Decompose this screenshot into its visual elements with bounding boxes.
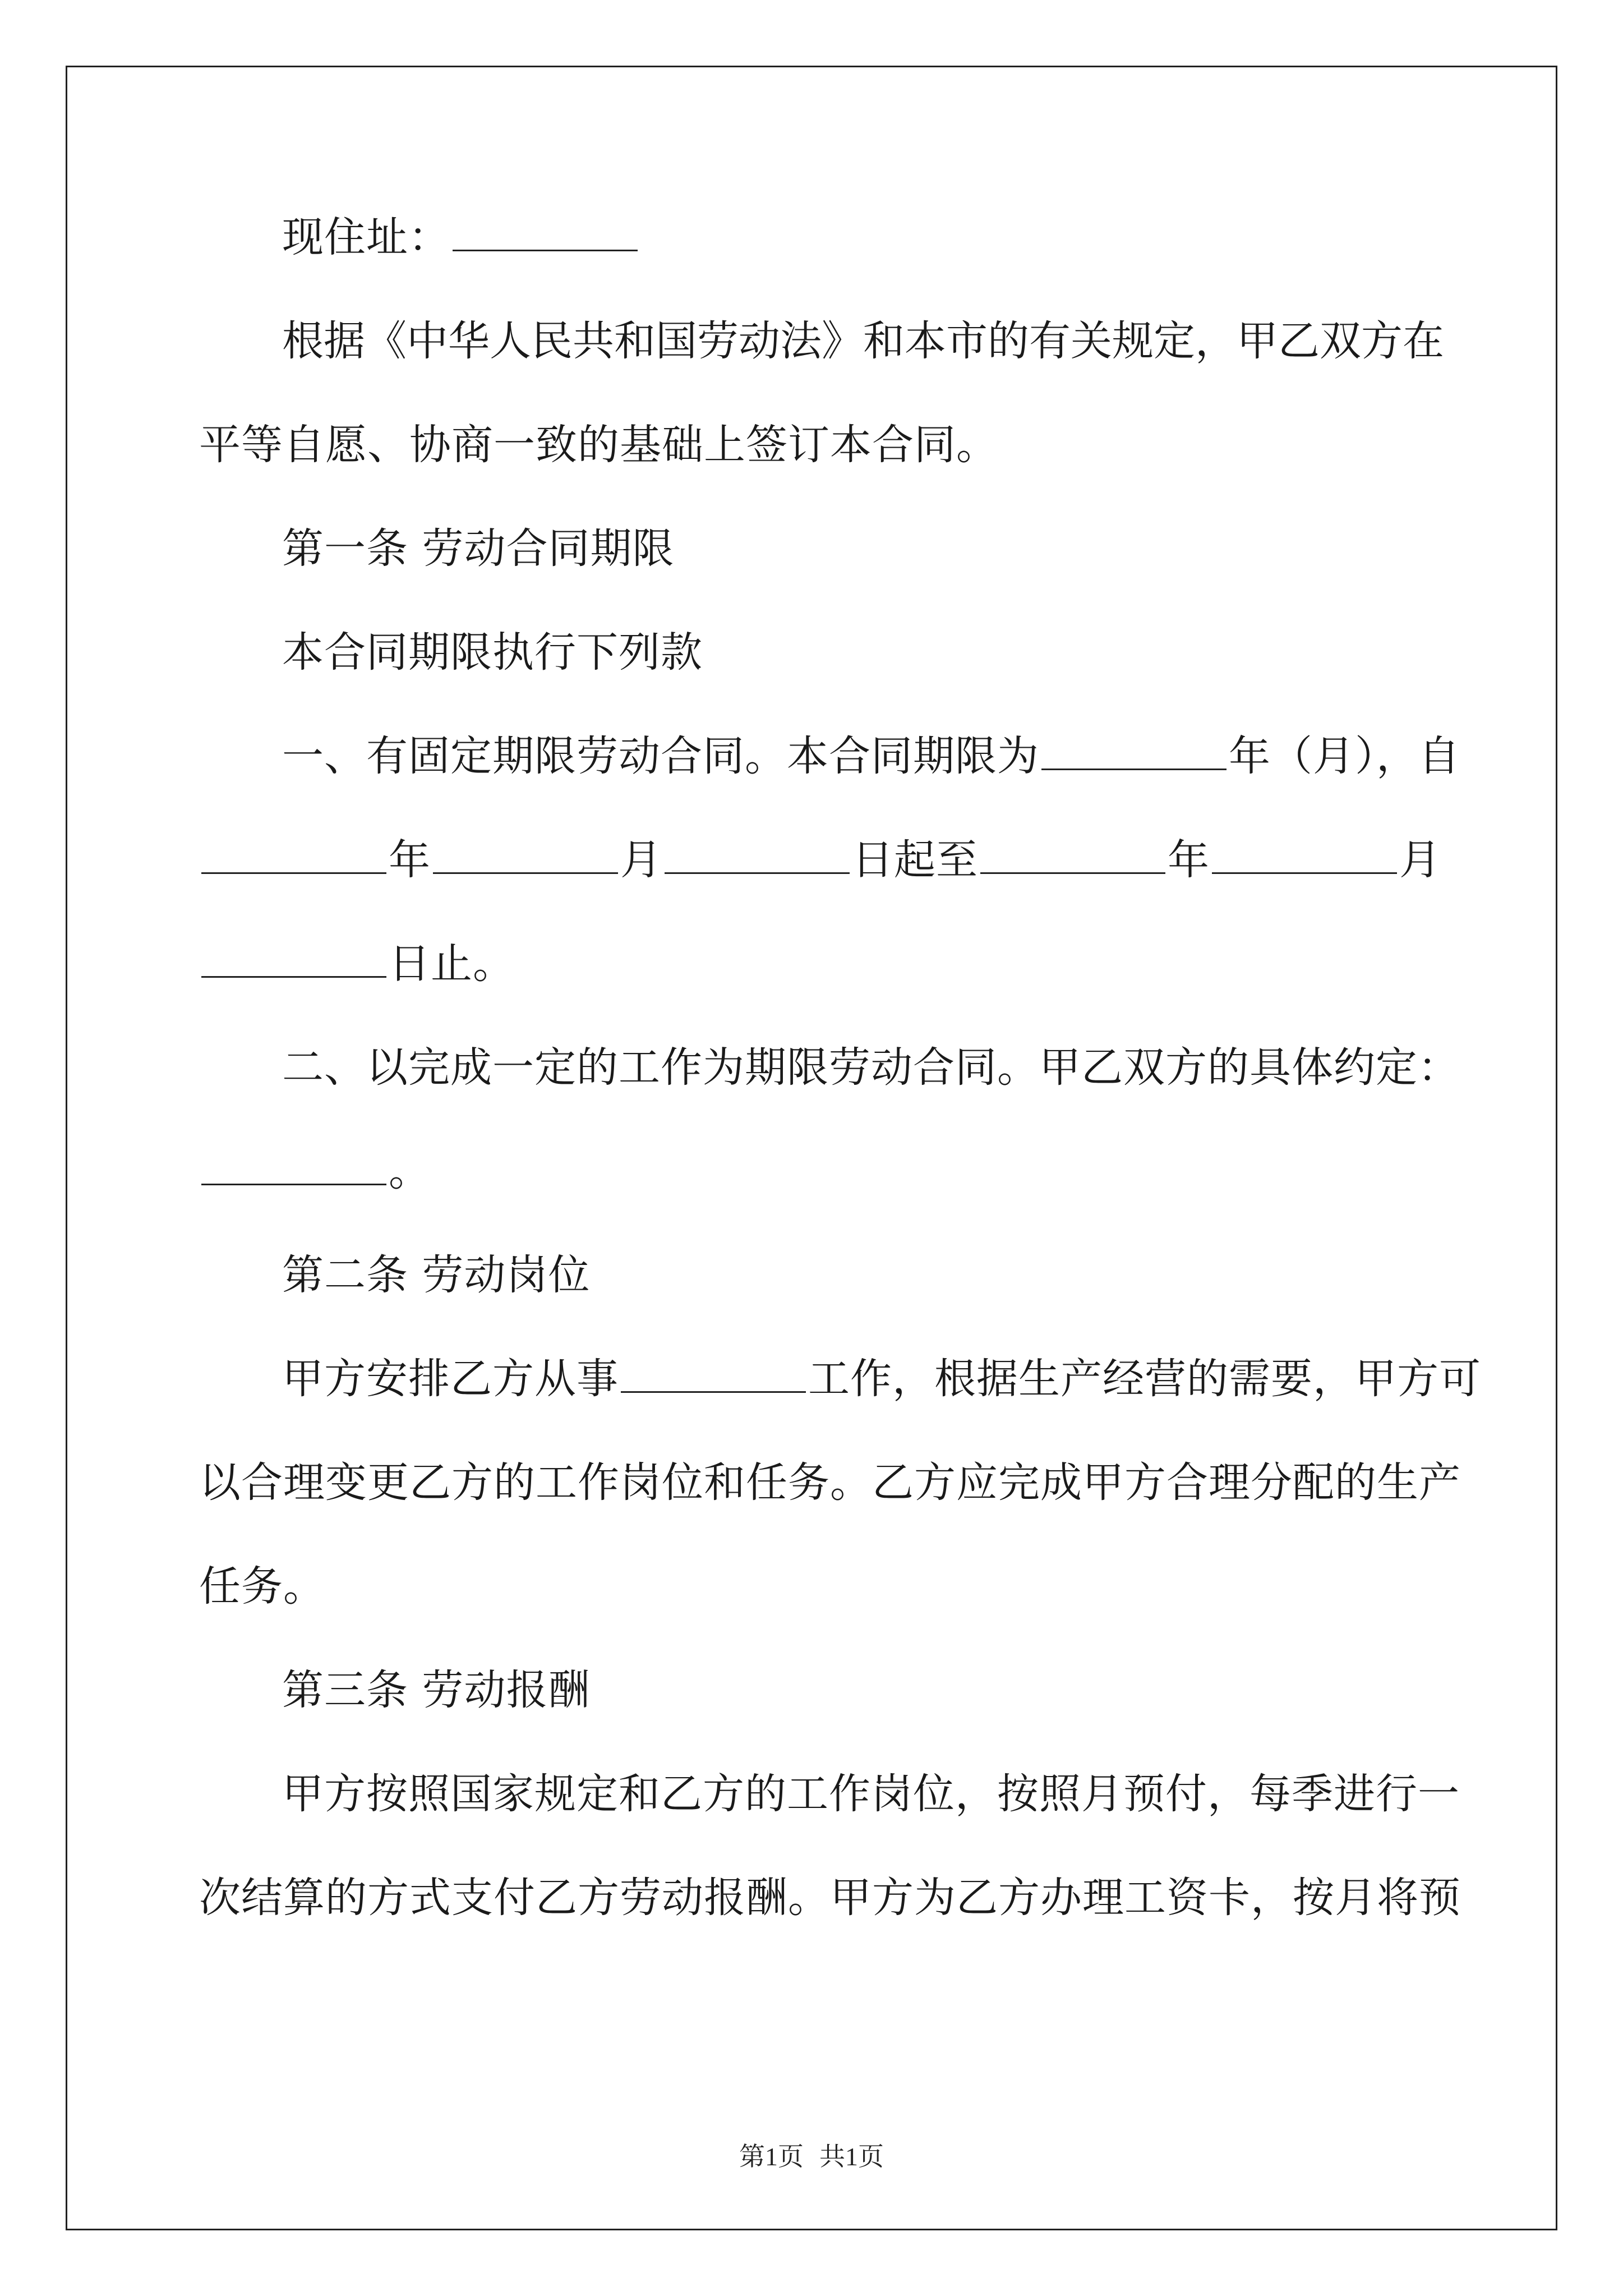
article1-title-text: 第一条 劳动合同期限 [282, 524, 675, 573]
article2-text-a: 甲方安排乙方从事 [282, 1355, 619, 1403]
article3-title [282, 1665, 591, 1715]
article2-line-3 [199, 1561, 325, 1612]
article1-lead-text: 本合同期限执行下列款 [282, 628, 703, 677]
item2-blank[interactable] [201, 1149, 386, 1185]
article2-title-text: 第二条 劳动岗位 [282, 1251, 591, 1299]
end-month-label: 月 [1399, 836, 1441, 884]
job-blank[interactable] [621, 1356, 806, 1393]
term-length-blank[interactable] [1041, 734, 1227, 770]
end-day-label: 日止。 [389, 940, 515, 988]
item2-end: 。 [389, 1147, 431, 1195]
page-number-total: 共1页 [819, 2142, 884, 2171]
page-footer [0, 2136, 1623, 2173]
article1-title [282, 523, 675, 574]
start-day-blank[interactable] [665, 838, 850, 874]
article3-line-2 [199, 1872, 1461, 1923]
article2-text-3: 任务。 [199, 1562, 325, 1611]
item1-line-3 [199, 938, 515, 989]
intro-text-2: 平等自愿、协商一致的基础上签订本合同。 [199, 421, 998, 469]
article3-text-1: 甲方按照国家规定和乙方的工作岗位，按照月预付，每季进行一 [282, 1770, 1460, 1818]
article2-line-1 [282, 1354, 1481, 1404]
start-month-blank[interactable] [433, 838, 618, 874]
end-year-label: 年 [1168, 836, 1210, 884]
page-number-current: 第1页 [739, 2142, 804, 2171]
intro-text-1: 根据《中华人民共和国劳动法》和本市的有关规定，甲乙双方在 [282, 317, 1444, 365]
article1-lead [282, 627, 703, 678]
start-day-label: 日起至 [852, 836, 978, 884]
address-blank[interactable] [453, 215, 638, 251]
item2-line-2 [199, 1146, 431, 1197]
article2-title [282, 1250, 591, 1300]
start-month-label: 月 [620, 836, 662, 884]
start-year-blank[interactable] [201, 838, 386, 874]
intro-line-1 [282, 316, 1444, 366]
item1-line-1 [282, 731, 1460, 781]
end-month-blank[interactable] [1212, 838, 1397, 874]
address-label: 现住址： [282, 213, 450, 261]
address-line [282, 212, 640, 263]
article2-text-2: 以合理变更乙方的工作岗位和任务。乙方应完成甲方合理分配的生产 [199, 1458, 1461, 1507]
item2-text: 二、以完成一定的工作为期限劳动合同。甲乙双方的具体约定： [282, 1043, 1460, 1092]
article3-text-2: 次结算的方式支付乙方劳动报酬。甲方为乙方办理工资卡，按月将预 [199, 1874, 1461, 1922]
end-day-blank[interactable] [201, 941, 386, 978]
article2-text-b: 工作，根据生产经营的需要，甲方可 [808, 1355, 1481, 1403]
item1-text-a: 一、有固定期限劳动合同。本合同期限为 [282, 732, 1039, 780]
start-year-label: 年 [389, 836, 431, 884]
article3-title-text: 第三条 劳动报酬 [282, 1666, 591, 1714]
end-year-blank[interactable] [980, 838, 1165, 874]
item1-line-2 [199, 835, 1441, 885]
item1-text-b: 年（月），自 [1229, 732, 1460, 780]
intro-line-2 [199, 420, 998, 470]
article2-line-2 [199, 1457, 1461, 1508]
item2-line-1 [282, 1042, 1460, 1093]
article3-line-1 [282, 1769, 1460, 1819]
